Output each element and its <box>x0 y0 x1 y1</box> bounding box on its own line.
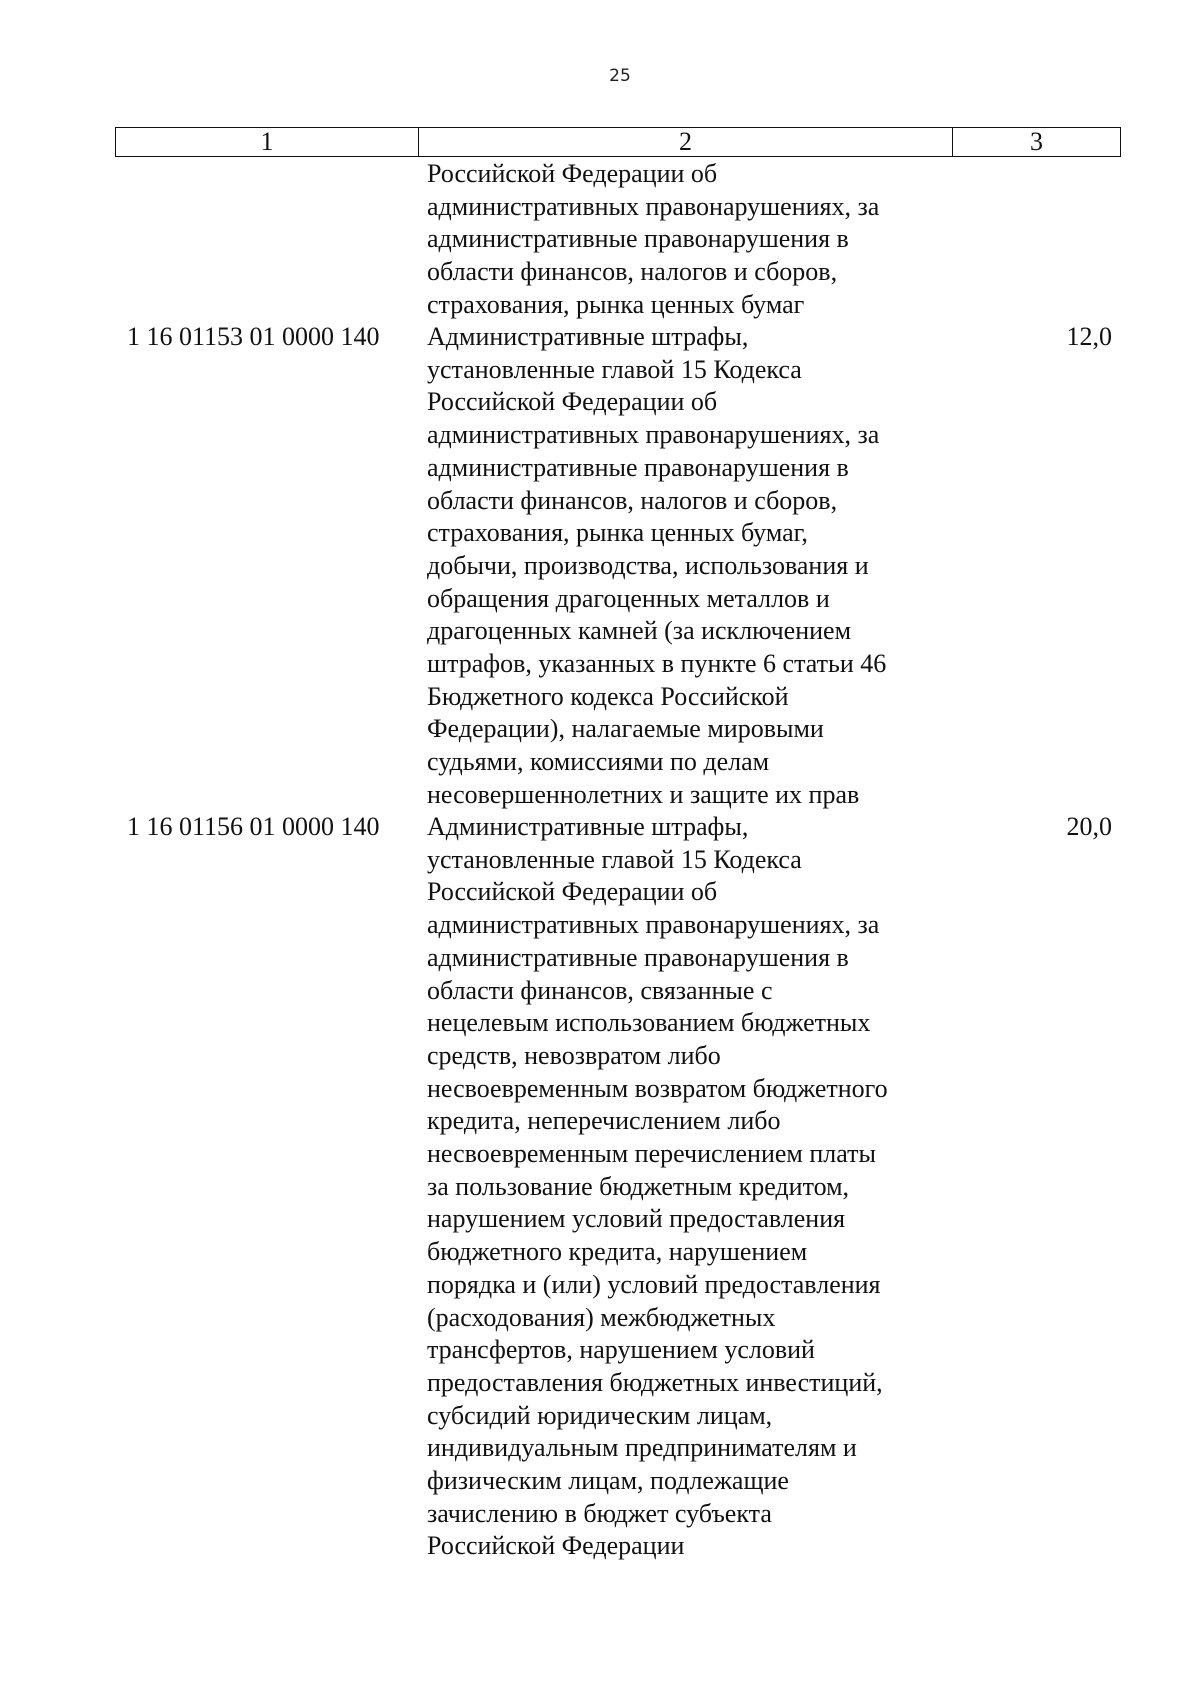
continuation-description: Российской Федерации об административных правонарушениях, за административные правонарушения в области финансов, налогов и сборов, страхования, рынка ценных бумаг <box>427 159 880 319</box>
header-col-2: 2 <box>419 128 953 157</box>
header-col-3: 3 <box>953 128 1121 157</box>
row-description-2: Административные штрафы, установленные главой 15 Кодекса Российской Федерации об административных правонарушениях, за административные правонарушения в области финансов, связанные с нецелевым использованием бюджетных средств, невозвратом либо несвоевременным возвратом бюджетного кредита, неперечислением либо несвоевременным перечислением платы за пользование бюджетным кредитом, нарушением условий предоставления бюджетного кредита, нарушением порядка и (или) условий предоставления (расходования) межбюджетных трансфертов, нарушением условий предоставления бюджетных инвестиций, субсидий юридическим лицам, индивидуальным предпринимателям и физическим лицам, подлежащие зачислению в бюджет субъекта Российской Федерации <box>427 812 888 1561</box>
header-col-1: 1 <box>116 128 419 157</box>
page-number: 25 <box>609 66 631 86</box>
table-header-row <box>116 128 1121 157</box>
row-code-2: 1 16 01156 01 0000 140 <box>127 812 380 841</box>
table-header <box>115 127 1121 157</box>
row-value-1: 12,0 <box>1066 322 1112 351</box>
row-code-1: 1 16 01153 01 0000 140 <box>127 322 380 351</box>
row-value-2: 20,0 <box>1066 812 1112 841</box>
row-description-1: Административные штрафы, установленные главой 15 Кодекса Российской Федерации об административных правонарушениях, за административные правонарушения в области финансов, налогов и сборов, страхования, рынка ценных бумаг, добычи, производства, использования и обращения драгоценных металлов и драгоценных камней (за исключением штрафов, указанных в пункте 6 статьи 46 Бюджетного кодекса Российской Федерации), налагаемые мировыми судьями, комиссиями по делам несовершеннолетних и защите их прав <box>427 322 887 809</box>
